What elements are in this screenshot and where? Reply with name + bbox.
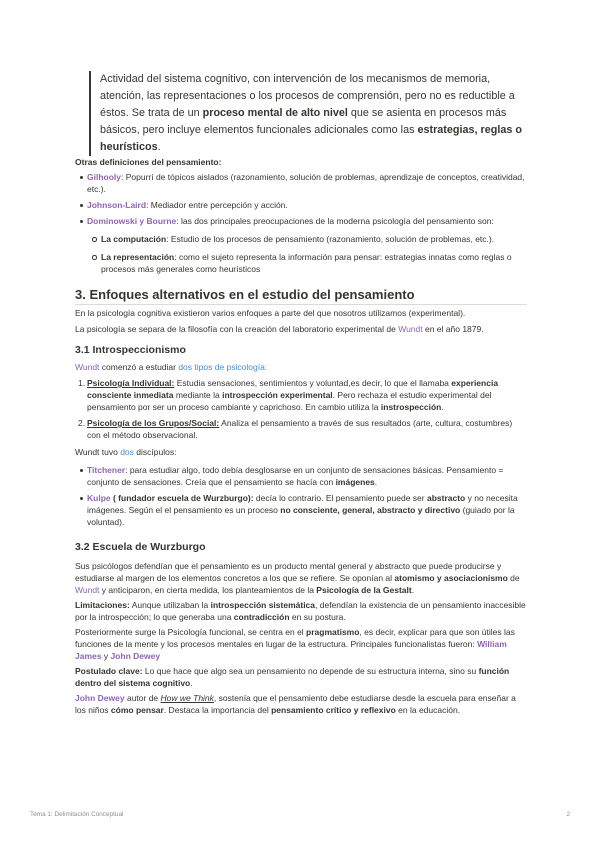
paragraph: [75, 323, 527, 335]
list-number: 2.: [78, 418, 86, 428]
bold-text: Limitaciones:: [75, 600, 130, 610]
list-item-text: [87, 172, 525, 194]
text-run: La psicología se separa de la filosofía con la creación del laboratorio experimental de: [75, 324, 399, 334]
underlined-term: Psicología Individual:: [87, 378, 175, 388]
text-run: : para estudiar algo, todo debía desglosarse en un conjunto de sensaciones básicas. Pensamiento = conjunto de sensaciones. Creía que el pensamiento se hacía con: [87, 465, 504, 487]
text-run: Lo que hace que algo sea un pensamiento no depende de su estructura interna, sino su: [142, 666, 479, 676]
bold-text: introspección sistemática: [210, 600, 316, 610]
text-run: . Pero rechaza el estudio experimental del pensamiento por ser un proceso cambiante y caprichoso. En cambio utiliza la: [87, 390, 492, 412]
text-run: que se asienta en procesos más básicos, pero incluye elementos funcionales adicionales como las: [100, 107, 507, 136]
text-run: Sus psicólogos defendían que el pensamiento es un producto mental general y abstracto que puede producirse y estudiarse al margen de los elementos concretos a los que se refiere. Se oponían al: [75, 561, 502, 583]
bold-text: contradicción: [233, 612, 290, 622]
text-run: autor de: [124, 693, 161, 703]
blue-text: dos tipos de psicología:: [178, 362, 268, 372]
sub-list: [87, 233, 527, 275]
subsection-heading: 3.1 Introspeccionismo: [75, 344, 186, 356]
list-number: 1.: [78, 378, 86, 388]
circle-bullet-icon: [92, 237, 97, 242]
person-name: Kulpe: [87, 493, 111, 503]
paragraph: [75, 361, 527, 373]
text-run: Estudia sensaciones, sentimientos y voluntad,es decir, lo que el llamaba: [174, 378, 452, 388]
numbered-item-text: [87, 378, 498, 412]
text-run: En la psicología cognitiva existieron varios enfoques a parte del que nosotros utilizamos (experimental).: [75, 308, 466, 318]
person-name: Dominowski y Bourne: [87, 216, 177, 226]
text-run: : Popurrí de tópicos aislados (razonamiento, solución de problemas, aprendizaje de conceptos, creatividad, etc.).: [87, 172, 525, 194]
person-name: Titchener: [87, 465, 126, 475]
text-run: mediante la: [173, 390, 223, 400]
subsection-heading: 3.2 Escuela de Wurzburgo: [75, 541, 206, 553]
bold-text: abstracto: [426, 493, 466, 503]
paragraph: [75, 307, 527, 319]
footer-title: Tema 1: Delimitación Conceptual: [30, 811, 124, 818]
person-name: William James: [75, 639, 507, 661]
text-run: en su postura.: [289, 612, 346, 622]
list-item-text: [87, 493, 518, 527]
text-run: y no necesita imágenes. Según el el pensamiento es un proceso: [87, 493, 518, 515]
bold-text: La computación: [101, 234, 167, 244]
sub-list-item-text: [101, 252, 512, 274]
section-wurzburgo: [75, 540, 527, 716]
text-run: comenzó a estudiar: [99, 362, 179, 372]
text-run: (guiado por la voluntad).: [87, 505, 515, 527]
bold-text: ( fundador escuela de Wurzburgo):: [110, 493, 254, 503]
bullet-icon: [80, 204, 83, 207]
paragraph: [75, 560, 527, 596]
page-number: 2: [566, 811, 570, 818]
text-run: . Destaca la importancia del: [163, 705, 272, 715]
numbered-item-text: [87, 418, 512, 440]
bold-text: introspección experimental: [222, 390, 333, 400]
paragraph: [75, 665, 527, 689]
paragraph: [75, 626, 527, 662]
bold-text: La representación: [101, 252, 175, 262]
disciples-list: [75, 464, 527, 528]
page-footer: [30, 810, 570, 819]
bold-text: proceso mental de alto nivel: [202, 107, 348, 119]
list-item: [75, 464, 527, 488]
text-run: .: [374, 477, 378, 487]
person-name: John Dewey: [75, 693, 125, 703]
list-item: [75, 199, 527, 211]
paragraph: [75, 599, 527, 623]
text-run: Analiza el pensamiento a través de sus resultados (arte, cultura, costumbres) con el método observacional.: [87, 418, 513, 440]
text-run: discípulos:: [133, 447, 177, 457]
text-run: Wundt tuvo: [75, 447, 121, 457]
list-item: [75, 492, 527, 528]
text-run: .: [190, 678, 193, 688]
text-run: Actividad del sistema cognitivo, con intervención de los mecanismos de memoria, atención, las representaciones o los procesos de comprensión, pero no es reductible a éstos. Se trata de un: [100, 73, 515, 119]
person-name: Wundt: [75, 585, 100, 595]
sub-list-item-text: [101, 234, 494, 244]
text-run: , sostenía que el pensamiento debe estudiarse desde la escuela para enseñar a los niños: [75, 693, 516, 715]
numbered-item: [75, 377, 527, 413]
list-item-text: [87, 216, 494, 226]
bold-text: estrategias, reglas o heurísticos: [100, 124, 522, 153]
text-run: : las dos principales preocupaciones de la moderna psicología del pensamiento son:: [176, 216, 494, 226]
text-run: .: [441, 402, 444, 412]
underlined-term: Psicología de los Grupos/Social:: [87, 418, 220, 428]
text-run: : Estudio de los procesos de pensamiento (razonamiento, solución de problemas, etc.).: [166, 234, 495, 244]
numbered-item: [75, 417, 527, 441]
text-run: y: [101, 651, 111, 661]
text-run: y anticiparon, en cierta medida, los planteamientos de la: [99, 585, 317, 595]
definitions-heading: Otras definiciones del pensamiento:: [75, 157, 222, 167]
bold-text: experiencia consciente inmediata: [87, 378, 499, 400]
list-item-text: [87, 200, 288, 210]
text-run: Aunque utilizaban la: [129, 600, 211, 610]
list-item-text: [87, 465, 503, 487]
page-content: [75, 71, 527, 716]
person-name: Johnson-Laird: [87, 200, 147, 210]
text-run: : Mediador entre percepción y acción.: [146, 200, 288, 210]
bold-text: Psicología de la Gestalt: [316, 585, 412, 595]
text-run: de: [507, 573, 520, 583]
person-name: Wundt: [75, 362, 100, 372]
bold-text: atomismo y asociacionismo: [394, 573, 508, 583]
list-item: [75, 171, 527, 195]
text-run: : como el sujeto representa la información para pensar: estrategias innatas como reglas o procesos más generales como heurísticos: [101, 252, 512, 274]
quote-text: [100, 73, 522, 153]
bold-text: instrospección: [380, 402, 442, 412]
paragraph: [75, 692, 527, 716]
paragraph: [75, 446, 527, 458]
sub-list-item: [87, 233, 527, 245]
blue-text: dos: [120, 447, 134, 457]
person-name: John Dewey: [110, 651, 161, 661]
bullet-icon: [80, 497, 83, 500]
section-heading: 3. Enfoques alternativos en el estudio del pensamiento: [75, 286, 527, 305]
bullet-icon: [80, 176, 83, 179]
numbered-list: [75, 377, 527, 441]
bold-text: imágenes: [335, 477, 375, 487]
circle-bullet-icon: [92, 255, 97, 260]
text-run: .: [411, 585, 415, 595]
bold-text: pragmatismo: [306, 627, 360, 637]
bold-text: función dentro del sistema cognitivo: [75, 666, 510, 688]
text-run: en el año 1879.: [422, 324, 484, 334]
text-run: , es decir, explicar para que son útiles las funciones de la mente y los procesos mentales en lugar de la estructura. Principales funcionalistas fueron:: [75, 627, 515, 649]
text-run: .: [157, 141, 161, 153]
person-name: Gilhooly: [87, 172, 121, 182]
sub-list-item: [87, 251, 527, 275]
bold-text: pensamiento crítico y reflexivo: [271, 705, 396, 715]
bold-text: cómo pensar: [110, 705, 164, 715]
definition-quote: [89, 71, 527, 156]
bold-text: Postulado clave:: [75, 666, 143, 676]
text-run: en la educación.: [395, 705, 461, 715]
list-item: [75, 215, 527, 275]
definitions-list: [75, 171, 527, 275]
book-title: How we Think: [160, 693, 214, 703]
bullet-icon: [80, 469, 83, 472]
text-run: Posteriormente surge la Psicología funcional, se centra en el: [75, 627, 307, 637]
text-run: decía lo contrario. El pensamiento puede ser: [253, 493, 427, 503]
text-run: , defendían la existencia de un pensamiento inaccesible por la introspección; lo que generaba una: [75, 600, 526, 622]
bullet-icon: [80, 220, 83, 223]
person-name: Wundt: [398, 324, 423, 334]
bold-text: no consciente, general, abstracto y directivo: [280, 505, 461, 515]
